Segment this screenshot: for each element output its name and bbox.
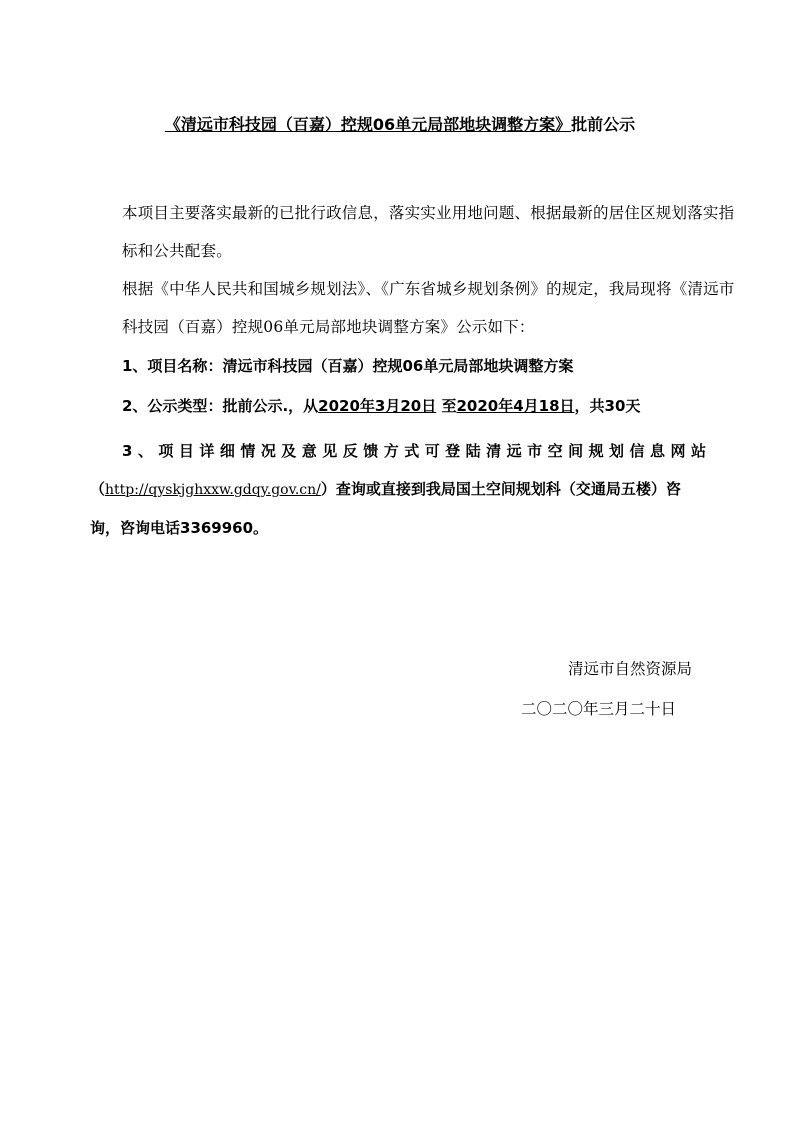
notice-end-date: 2020年4月18日 — [456, 397, 575, 415]
details-continuation — [90, 470, 710, 547]
issue-date: 二〇二〇年三月二十日 — [520, 700, 676, 718]
title-project-name: 《清远市科技园（百嘉）控规06单元局部地块调整方案》 — [164, 115, 572, 134]
legal-basis-paragraph: 根据《中华人民共和国城乡规划法》、《广东省城乡规划条例》的规定，我局现将《清远市科技园（百嘉）控规06单元局部地块调整方案》公示如下： — [122, 280, 735, 336]
notice-date-separator: 至 — [441, 397, 457, 415]
item-details-feedback — [90, 432, 710, 547]
page-title — [0, 114, 800, 136]
notice-duration: ，共30天 — [574, 397, 641, 415]
url-open-paren: （ — [90, 480, 106, 498]
details-rest: ）查询或直接到我局国土空间规划科（交通局五楼）咨询，咨询电话3369960。 — [90, 480, 681, 537]
item-notice-type — [90, 387, 742, 425]
details-line: 3、项目详细情况及意见反馈方式可登陆清远市空间规划信息网站 — [122, 442, 710, 460]
title-suffix: 批前公示 — [571, 115, 636, 134]
intro-paragraph: 本项目主要落实最新的已批行政信息，落实实业用地问题、根据最新的居住区规划落实指标和公共配套。 — [122, 204, 735, 260]
notice-type-prefix: 2、公示类型：批前公示.，从 — [122, 397, 319, 415]
website-link[interactable]: http://qyskjghxxw.gdqy.gov.cn/ — [105, 482, 321, 498]
item-project-name: 1、项目名称：清远市科技园（百嘉）控规06单元局部地块调整方案 — [122, 357, 574, 375]
notice-start-date: 2020年3月20日 — [318, 397, 437, 415]
issuing-authority: 清远市自然资源局 — [567, 660, 692, 678]
